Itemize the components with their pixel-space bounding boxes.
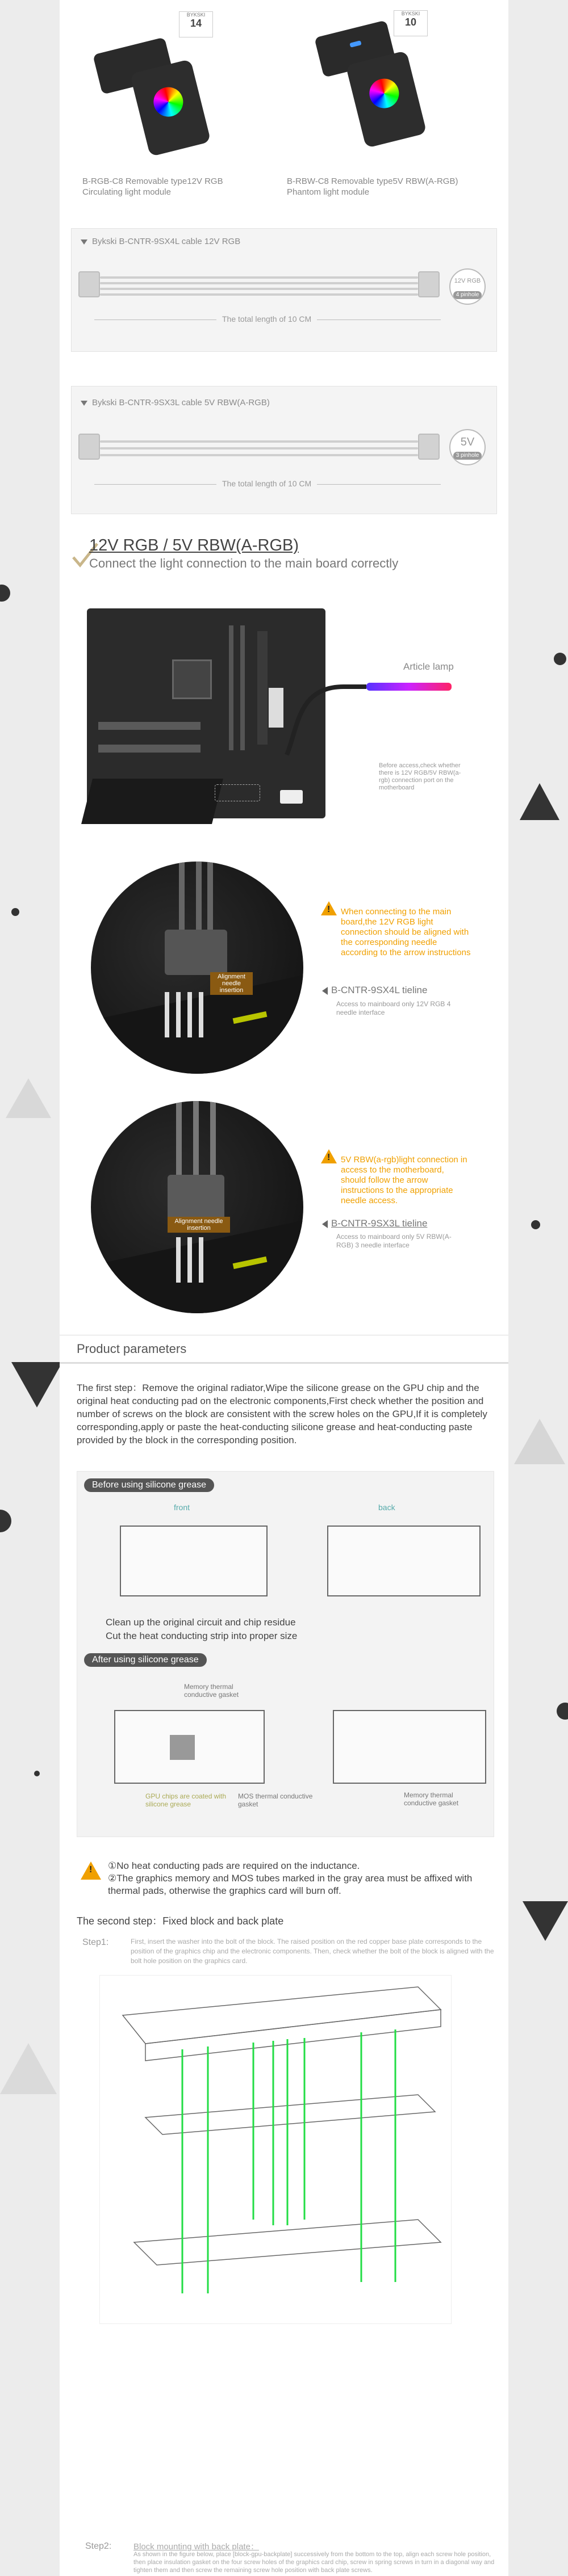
connector-right — [418, 271, 440, 297]
cleanup-text-1: Clean up the original circuit and chip residue — [106, 1617, 296, 1628]
params-title: Product parameters — [77, 1342, 187, 1356]
gpu-back-before — [327, 1526, 481, 1596]
voltage-badge: 12V RGB 4 pinhole — [449, 268, 486, 305]
exploded-drawing — [100, 1976, 452, 2325]
connect-subtitle: Connect the light connection to the main board correctly — [89, 556, 399, 570]
front-label: front — [174, 1503, 190, 1512]
rbw-module-caption-2: Phantom light module — [287, 187, 370, 197]
connection-warning: 5V RBW(a-rgb)light connection in access to the motherboard, should follow the arrow instructions to the appropriate needle access. — [341, 1155, 467, 1205]
before-label: Before using silicone grease — [84, 1478, 214, 1492]
back-label: back — [378, 1503, 395, 1512]
background-left — [0, 0, 60, 2576]
voltage-badge: 5V 3 pinhole — [449, 429, 486, 465]
alignment-callout: Alignment needle insertion — [210, 972, 253, 995]
alignment-callout: Alignment needle insertion — [168, 1217, 230, 1233]
params-underline — [60, 1362, 508, 1364]
notice-2: ②The graphics memory and MOS tubes marked in the gray area must be affixed with thermal pads, otherwise the graphics card will burn off. — [108, 1873, 473, 1896]
product-page — [60, 0, 508, 2576]
warning-icon — [321, 901, 337, 915]
gpu-front-before — [120, 1526, 268, 1596]
gpu-chips-label: GPU chips are coated with silicone grease — [145, 1792, 227, 1808]
cable-length: The total length of 10 CM — [216, 479, 317, 488]
cable-panel-12v — [71, 228, 497, 352]
box-brand: BYKSKI — [186, 12, 206, 18]
access-note: Access to mainboard only 12V RGB 4 needle interface — [336, 1000, 451, 1016]
cable-length: The total length of 10 CM — [216, 314, 317, 323]
gpu-back-after — [333, 1710, 486, 1784]
connector-left — [78, 434, 100, 460]
cable-label: B-CNTR-9SX4L tieline — [322, 985, 427, 996]
step2-description: As shown in the figure below, place [block-gpu-backplate] successively from the bottom to the top, align each screw hole position, then place insulation gasket on the four screw holes of the graphics card chip, screw in spring screws in turn in a diagonal way and tighten them and then screw the remaining screw hole position with back plate screws. — [133, 2551, 495, 2574]
mos-gasket-label: MOS thermal conductive gasket — [238, 1792, 313, 1808]
connector-left — [78, 271, 100, 297]
connector-closeup-3pin — [91, 1101, 303, 1313]
notice-1: ①No heat conducting pads are required on the inductance. — [108, 1860, 360, 1871]
step2-label: Step2: — [85, 2541, 112, 2551]
memory-gasket-label: Memory thermal conductive gasket — [184, 1683, 239, 1699]
cleanup-text-2: Cut the heat conducting strip into proper size — [106, 1631, 298, 1641]
step1-instructions: The first step：Remove the original radiator,Wipe the silicone grease on the GPU chip and the original heat conducting pad on the electronic components,First check whether the position and number of screws on the block are consistent with the screw holes on the GPU,If it is completely corresponding,apply or paste the heat-conducting silicone grease and heat-conducting paste provided by the block in the corresponding position. — [77, 1382, 487, 1445]
rgb-module-caption-1: B-RGB-C8 Removable type12V RGB — [82, 177, 223, 186]
cable-panel-title: Bykski B-CNTR-9SX4L cable 12V RGB — [81, 237, 240, 246]
rgb-module-image — [94, 11, 224, 142]
box-number: 14 — [190, 18, 202, 29]
access-note: Access to mainboard only 5V RBW(A-RGB) 3 needle interface — [336, 1233, 452, 1249]
box-brand: BYKSKI — [401, 11, 420, 16]
rbw-module-caption-1: B-RBW-C8 Removable type5V RBW(A-RGB) — [287, 177, 458, 186]
step1-label: Step1: — [82, 1938, 109, 1947]
lamp-label: Article lamp — [403, 661, 454, 672]
background-right — [508, 0, 568, 2576]
connection-warning: When connecting to the main board,the 12V RGB light connection should be aligned with the corresponding needle according to the arrow instructions — [341, 907, 471, 957]
exploded-view — [99, 1975, 452, 2324]
rgb-module-caption-2: Circulating light module — [82, 187, 171, 197]
connector-closeup-4pin — [91, 862, 303, 1074]
after-label: After using silicone grease — [84, 1653, 207, 1667]
cable-label: B-CNTR-9SX3L tieline — [322, 1218, 427, 1229]
connector-right — [418, 434, 440, 460]
box-number: 10 — [404, 16, 417, 28]
rbw-module-image — [310, 6, 440, 142]
silicone-panel — [77, 1471, 494, 1837]
warning-icon — [81, 1861, 101, 1880]
motherboard-note: Before access,check whether there is 12V RGB/5V RBW(a-rgb) connection port on the motherboard — [379, 762, 461, 791]
step2-title: The second step：Fixed block and back plate — [77, 1915, 284, 1927]
step1-description: First, insert the washer into the bolt of the block. The raised position on the red copper base plate corresponds to the position of the graphics chip and the electronic components. Then, check whether the bolt of the block is aligned with the bolt hole position on the graphics card. — [131, 1938, 494, 1965]
warning-icon — [321, 1149, 337, 1163]
connect-title: 12V RGB / 5V RBW(A-RGB) — [89, 536, 299, 554]
step2-heading: Block mounting with back plate： — [133, 2542, 259, 2552]
gpu-front-after — [114, 1710, 265, 1784]
lamp-cable — [275, 681, 508, 760]
cable-panel-5v — [71, 386, 497, 514]
memory-gasket-label-2: Memory thermal conductive gasket — [404, 1791, 459, 1807]
cable-panel-title: Bykski B-CNTR-9SX3L cable 5V RBW(A-RGB) — [81, 398, 270, 407]
